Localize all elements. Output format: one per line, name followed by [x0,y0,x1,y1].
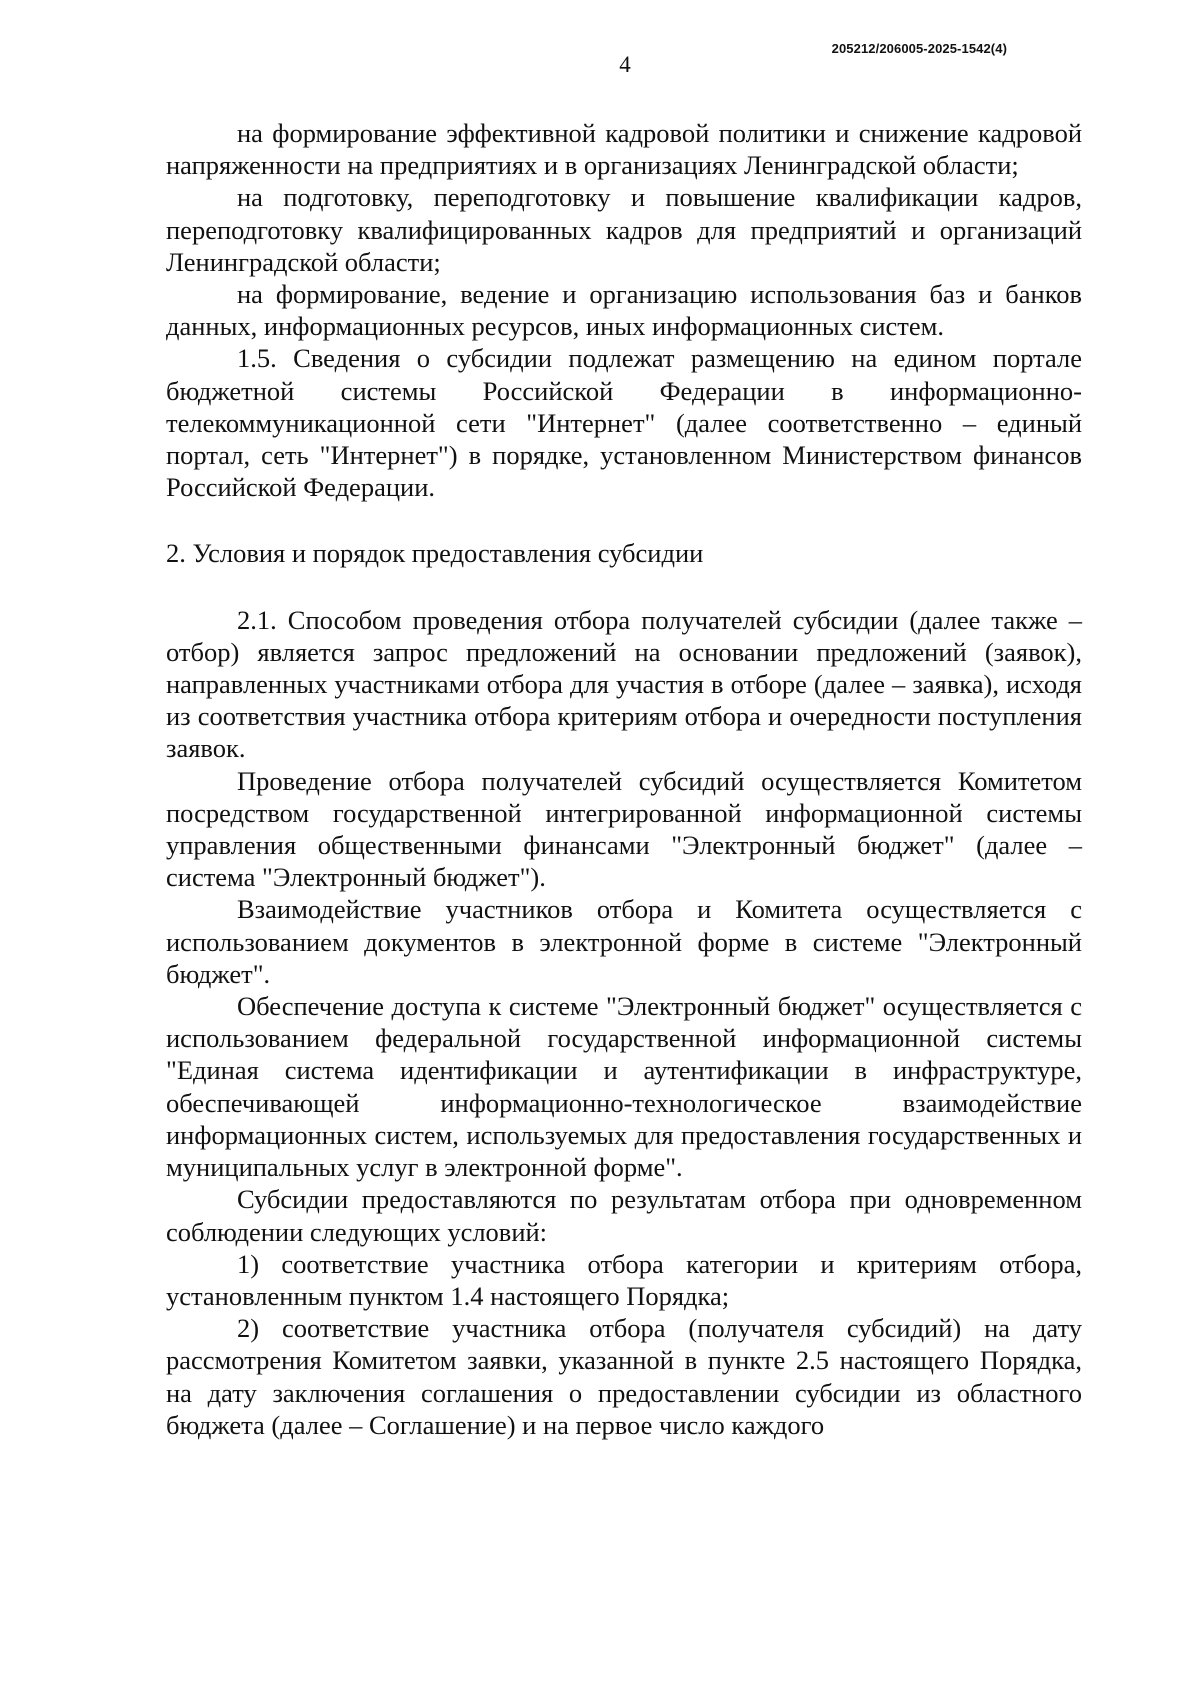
document-body [166,117,1082,1441]
paragraph-staff-policy: на формирование эффективной кадровой политики и снижение кадровой напряженности на предприятиях и в организациях Ленинградской области; [166,118,1082,181]
paragraph-condition-1: 1) соответствие участника отбора категории и критериям отбора, установленным пунктом 1.4 настоящего Порядка; [166,1248,1082,1311]
paragraph-databases: на формирование, ведение и организацию использования баз и банков данных, информационных ресурсов, иных информационных систем. [166,279,1082,342]
paragraph-selection-conduct: Проведение отбора получателей субсидий осуществляется Комитетом посредством государственной интегрированной информационной системы управления общественными финансами "Электронный бюджет" (далее – система "Электронный бюджет"). [166,765,1082,893]
paragraph-2-1: 2.1. Способом проведения отбора получателей субсидии (далее также – отбор) является запрос предложений на основании предложений (заявок), направленных участниками отбора для участия в отборе (далее – заявка), исходя из соответствия участника отбора критериям отбора и очередности поступления заявок. [166,604,1082,764]
paragraph-training: на подготовку, переподготовку и повышение квалификации кадров, переподготовку квалифицированных кадров для предприятий и организаций Ленинградской области; [166,182,1082,277]
document-registration-number: 205212/206005-2025-1542(4) [831,41,1007,56]
section-heading: 2. Условия и порядок предоставления субсидии [166,538,704,569]
paragraph-1-5: 1.5. Сведения о субсидии подлежат размещению на едином портале бюджетной системы Российской Федерации в информационно-телекоммуникационной сети "Интернет" (далее соответственно – единый портал, сеть "Интернет") в порядке, установленном Министерством финансов Российской Федерации. [166,343,1082,503]
paragraph-interaction: Взаимодействие участников отбора и Комитета осуществляется с использованием документов в электронной форме в системе "Электронный бюджет". [166,894,1082,989]
page-number: 4 [619,52,631,77]
paragraph-condition-2: 2) соответствие участника отбора (получателя субсидий) на дату рассмотрения Комитетом заявки, указанной в пункте 2.5 настоящего Порядка, на дату заключения соглашения о предоставлении субсидии из областного бюджета (далее – Соглашение) и на первое число каждого [166,1313,1082,1440]
paragraph-conditions-intro: Субсидии предоставляются по результатам отбора при одновременном соблюдении следующих условий: [166,1184,1082,1247]
paragraph-access: Обеспечение доступа к системе "Электронный бюджет" осуществляется с использованием федеральной государственной информационной системы "Единая система идентификации и аутентификации в инфраструктуре, обеспечивающей информационно-технологическое взаимодействие информационных систем, используемых для предоставления государственных и муниципальных услуг в электронной форме". [166,991,1082,1183]
